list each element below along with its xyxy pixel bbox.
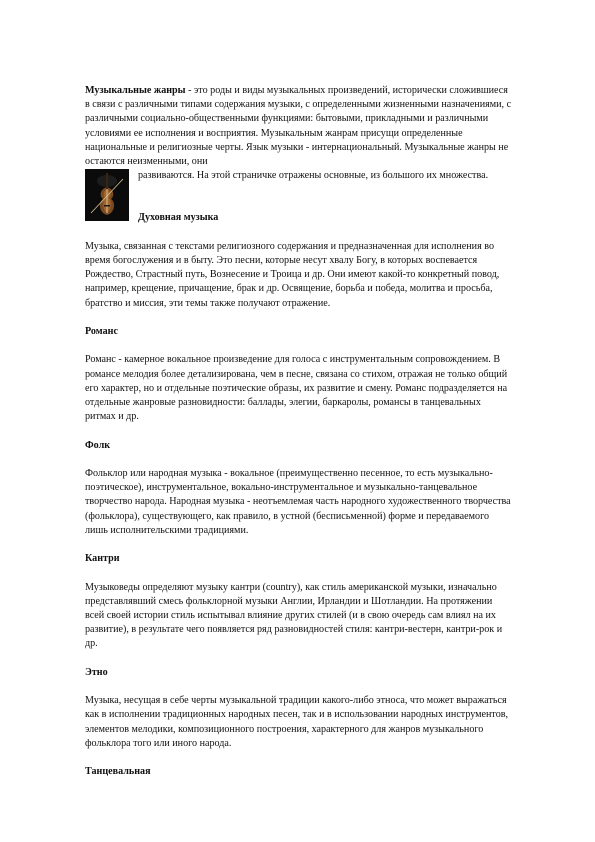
intro-block bbox=[85, 84, 513, 226]
violin-picture-icon bbox=[85, 169, 129, 221]
section-body-country: Музыковеды определяют музыку кантри (country), как стиль американской музыки, изначально представлявший смесь фольклорной музыки Англии, Ирландии и Шотландии. На протяжении всей своей истории стиль испытывал влияние других стилей (и в свою очередь сам влиял на их развитие), в результате чего появляется ряд разновидностей стиля: кантри-вестерн, кантри-рок и др. bbox=[85, 581, 503, 650]
section-body-ethno: Музыка, несущая в себе черты музыкальной традиции какого-либо этноса, что может выражаться как в исполнении традиционных народных песен, так и в использовании народных инструментов, элементов мелодики, композиционного построения, характерного для жанров музыкального фольклора того или иного народа. bbox=[85, 695, 509, 749]
intro-text-part1: - это роды и виды музыкальных произведений, исторически сложившиеся в связи с различными типами содержания музыки, с определенными жизненными назначениями, с различными социально-общественными функциями: бытовыми, прикладными и различными условиями ее исполнения и восприятия. Музыкальным жанрам присущи определенные национальные и религиозные черты. Язык музыки - интернациональный. Музыкальные жанры не остаются неизменными, они bbox=[85, 85, 512, 168]
section-title-country: Кантри bbox=[85, 553, 120, 565]
intro-with-image bbox=[85, 169, 513, 225]
intro-text-part2: развиваются. На этой страничке отражены основные, из большого их множества. bbox=[138, 170, 489, 182]
section-title-sacred: Духовная музыка bbox=[138, 212, 219, 224]
section-title-dance: Танцевальная bbox=[85, 766, 151, 778]
section-title-romance: Романс bbox=[85, 326, 118, 338]
intro-term: Музыкальные жанры bbox=[85, 85, 186, 96]
section-body-folk: Фольклор или народная музыка - вокальное (преимущественно песенное, то есть музыкально-поэтическое), инструментальное, вокально-инструментальное и музыкально-танцевальное творчество народа. Народная музыка - неотъемлемая часть народного художественного творчества (фольклора), существующего, как правило, в устной (бесписьменной) форме и передаваемого лишь исполнительскими традициями. bbox=[85, 468, 511, 536]
section-body-romance: Романс - камерное вокальное произведение для голоса с инструментальным сопровождением. В романсе мелодия более детализирована, чем в песне, связана со стихом, отражая не только общий его характер, но и отдельные поэтические образы, их развитие и смену. Романс подразделяется на отдельные жанровые разновидности: баллады, элегии, баркаролы, романсы в танцевальных ритмах и др. bbox=[85, 354, 508, 423]
section-title-folk: Фолк bbox=[85, 439, 111, 451]
section-body-sacred: Музыка, связанная с текстами религиозного содержания и предназначенная для исполнения во время богослужения и в быту. Это песни, которые несут хвалу Богу, в которых воспевается Рождество, Страстный путь, Вознесение и Троица и др. Они имеют какой-то конкретный повод, например, крещение, причащение, брак и др. Освящение, борьба и победа, молитва и просьба, братство и миссия, эти темы также получают отражение. bbox=[85, 240, 500, 309]
intro-paragraph bbox=[85, 84, 513, 169]
section-title-ethno: Этно bbox=[85, 666, 108, 678]
